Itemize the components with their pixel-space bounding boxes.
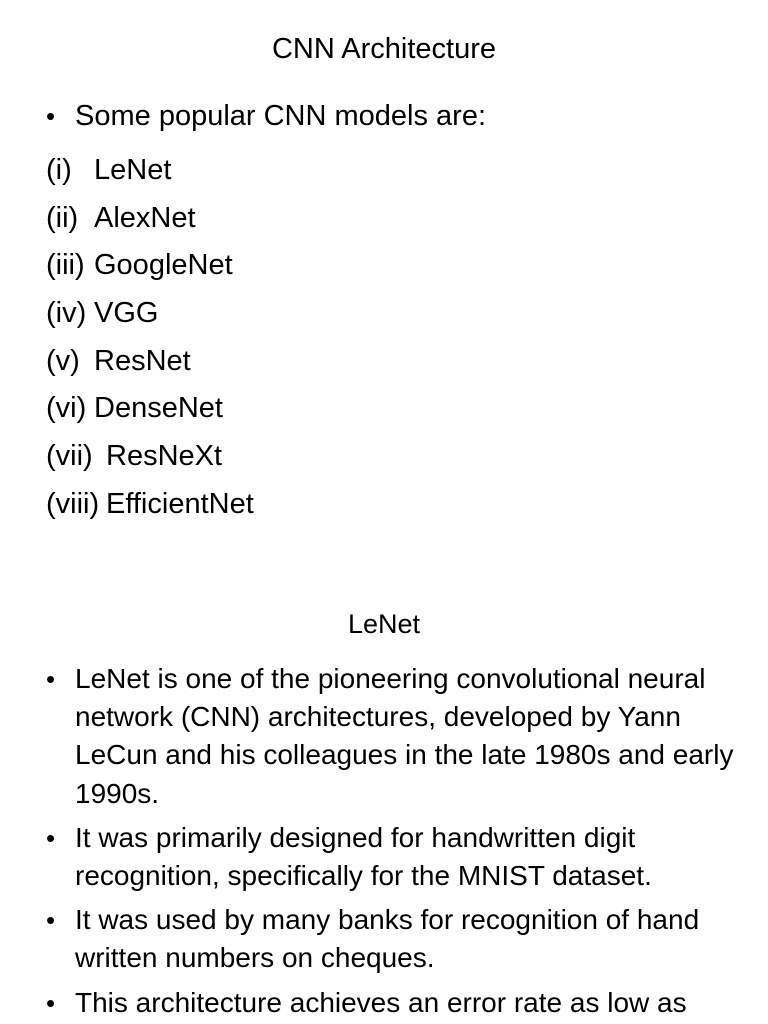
list-item-label: ResNet — [94, 344, 191, 377]
list-item — [46, 432, 254, 480]
list-item — [46, 819, 736, 895]
list-item — [46, 241, 254, 289]
list-item — [46, 146, 254, 194]
list-item-number: (ii) — [46, 201, 79, 234]
bullet-text: It was used by many banks for recognition of hand written numbers on cheques. — [75, 904, 700, 974]
list-item-number: (v) — [46, 344, 80, 377]
list-item — [46, 480, 254, 528]
cnn-model-list — [46, 146, 254, 528]
list-item — [46, 660, 736, 813]
list-item-label: AlexNet — [94, 201, 196, 234]
list-item-label: VGG — [94, 296, 159, 329]
list-item-number: (vi) — [46, 392, 87, 425]
bullet-dot: • — [46, 101, 56, 131]
bullet-dot: • — [46, 987, 56, 1018]
bullet-dot: • — [46, 822, 56, 853]
bullet-text: LeNet is one of the pioneering convolutional neural network (CNN) architectures, developed by Yann LeCun and his colleagues in the late 1980s and early 1990s. — [75, 663, 734, 809]
list-item — [46, 289, 254, 337]
intro-bullet — [46, 97, 736, 135]
list-item-label: LeNet — [94, 153, 172, 186]
bullet-dot: • — [46, 664, 56, 694]
list-item-number: (viii) — [46, 487, 100, 520]
bullet-text: It was primarily designed for handwritten digit recognition, specifically for the MNIST dataset. — [75, 821, 652, 892]
list-item — [46, 384, 254, 432]
lenet-bullet-list — [46, 660, 736, 1024]
list-item-label: GoogleNet — [94, 249, 233, 282]
bullet-dot: • — [46, 905, 56, 936]
bullet-text: This architecture achieves an error rate as low as — [75, 986, 687, 1018]
slide-title-lenet: LeNet — [347, 609, 421, 639]
list-item-label: EfficientNet — [106, 487, 254, 520]
list-item — [46, 337, 254, 385]
list-item-number: (vii) — [46, 439, 93, 472]
list-item — [46, 194, 254, 242]
list-item — [46, 984, 736, 1022]
list-item-label: ResNeXt — [106, 439, 223, 472]
intro-bullet-text: Some popular CNN models are: — [75, 100, 487, 132]
slide-title-cnn-architecture: CNN Architecture — [271, 33, 496, 65]
list-item-number: (iii) — [46, 249, 85, 282]
list-item-number: (iv) — [46, 296, 87, 329]
list-item-label: DenseNet — [94, 392, 223, 425]
list-item-number: (i) — [46, 153, 72, 186]
list-item — [46, 901, 736, 977]
